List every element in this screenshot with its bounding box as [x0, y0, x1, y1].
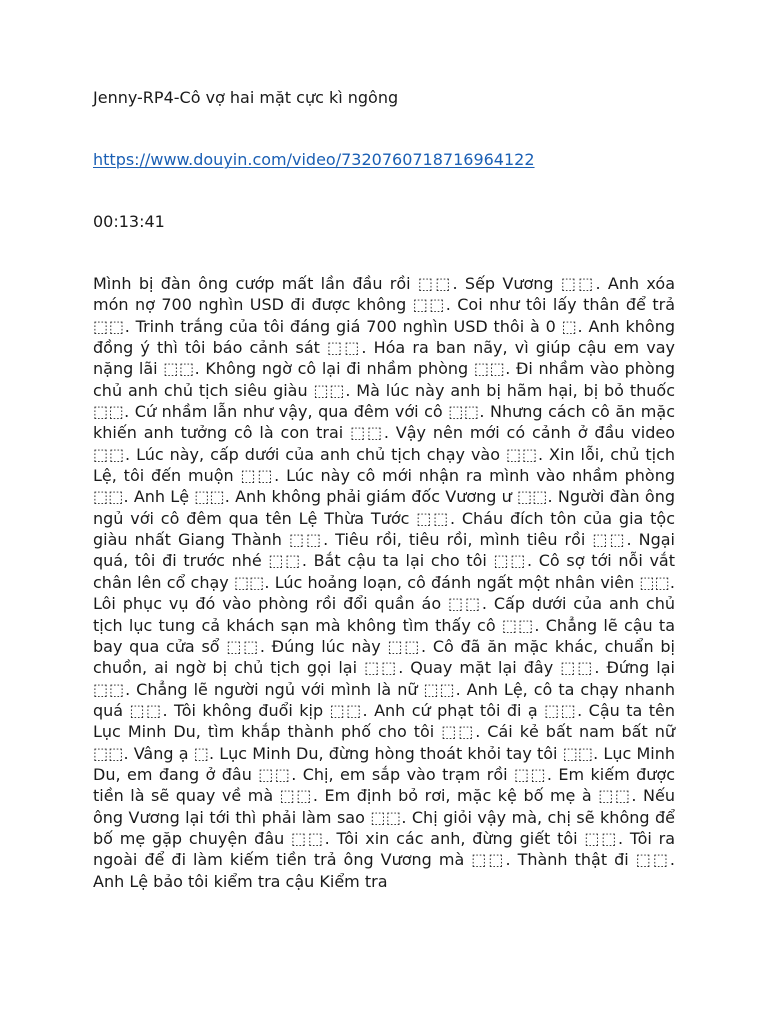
video-link[interactable]: https://www.douyin.com/video/7320760718716964122 [93, 150, 535, 169]
timecode: 00:13:41 [93, 212, 165, 231]
document-title: Jenny-RP4-Cô vợ hai mặt cực kì ngông [93, 88, 399, 107]
transcript-paragraph: Mình bị đàn ông cướp mất lần đầu rồi ⬚⬚. Sếp Vương ⬚⬚. Anh xóa món nợ 700 nghìn USD đi được không ⬚⬚. Coi như tôi lấy thân để trả ⬚⬚. Trinh trắng của tôi đáng giá 700 nghìn USD thôi à 0 ⬚. Anh không đồng ý thì tôi báo cảnh sát ⬚⬚. Hóa ra ban nãy, vì giúp cậu em vay nặng lãi ⬚⬚. Không ngờ cô lại đi nhầm phòng ⬚⬚. Đi nhầm vào phòng chủ anh chủ tịch siêu giàu ⬚⬚. Mà lúc này anh bị hãm hại, bị bỏ thuốc ⬚⬚. Cứ nhầm lẫn như vậy, qua đêm với cô ⬚⬚. Nhưng cách cô ăn mặc khiến anh tưởng cô là con trai ⬚⬚. Vậy nên mới có cảnh ở đầu video ⬚⬚. Lúc này, cấp dưới của anh chủ tịch chạy vào ⬚⬚. Xin lỗi, chủ tịch Lệ, tôi đến muộn ⬚⬚. Lúc này cô mới nhận ra mình vào nhầm phòng ⬚⬚. Anh Lệ ⬚⬚. Anh không phải giám đốc Vương ư ⬚⬚. Người đàn ông ngủ với cô đêm qua tên Lệ Thừa Tước ⬚⬚. Cháu đích tôn của gia tộc giàu nhất Giang Thành ⬚⬚. Tiêu rồi, tiêu rồi, mình tiêu rồi ⬚⬚. Ngại quá, tôi đi trước nhé ⬚⬚. Bắt cậu ta lại cho tôi ⬚⬚. Cô sợ tới nỗi vắt chân lên cổ chạy ⬚⬚. Lúc hoảng loạn, cô đánh ngất một nhân viên ⬚⬚. Lôi phục vụ đó vào phòng rồi đổi quần áo ⬚⬚. Cấp dưới của anh chủ tịch lục tung cả khách sạn mà không tìm thấy cô ⬚⬚. Chẳng lẽ cậu ta bay qua cửa sổ ⬚⬚. Đúng lúc này ⬚⬚. Cô đã ăn mặc khác, chuẩn bị chuồn, ai ngờ bị chủ tịch gọi lại ⬚⬚. Quay mặt lại đây ⬚⬚. Đứng lại ⬚⬚. Chẳng lẽ người ngủ với mình là nữ ⬚⬚. Anh Lệ, cô ta chạy nhanh quá ⬚⬚. Tôi không đuổi kịp ⬚⬚. Anh cứ phạt tôi đi ạ ⬚⬚. Cậu ta tên Lục Minh Du, tìm khắp thành phố cho tôi ⬚⬚. Cái kẻ bất nam bất nữ ⬚⬚. Vâng ạ ⬚. Lục Minh Du, đừng hòng thoát khỏi tay tôi ⬚⬚. Lục Minh Du, em đang ở đâu ⬚⬚. Chị, em sắp vào trạm rồi ⬚⬚. Em kiếm được tiền là sẽ quay về mà ⬚⬚. Em định bỏ rơi, mặc kệ bố mẹ à ⬚⬚. Nếu ông Vương lại tới thì phải làm sao ⬚⬚. Chị giỏi vậy mà, chị sẽ không để bố mẹ gặp chuyện đâu ⬚⬚. Tôi xin các anh, đừng giết tôi ⬚⬚. Tôi ra ngoài để đi làm kiếm tiền trả ông Vương mà ⬚⬚. Thành thật đi ⬚⬚. Anh Lệ bảo tôi kiểm tra cậu Kiểm tra [93, 274, 675, 891]
